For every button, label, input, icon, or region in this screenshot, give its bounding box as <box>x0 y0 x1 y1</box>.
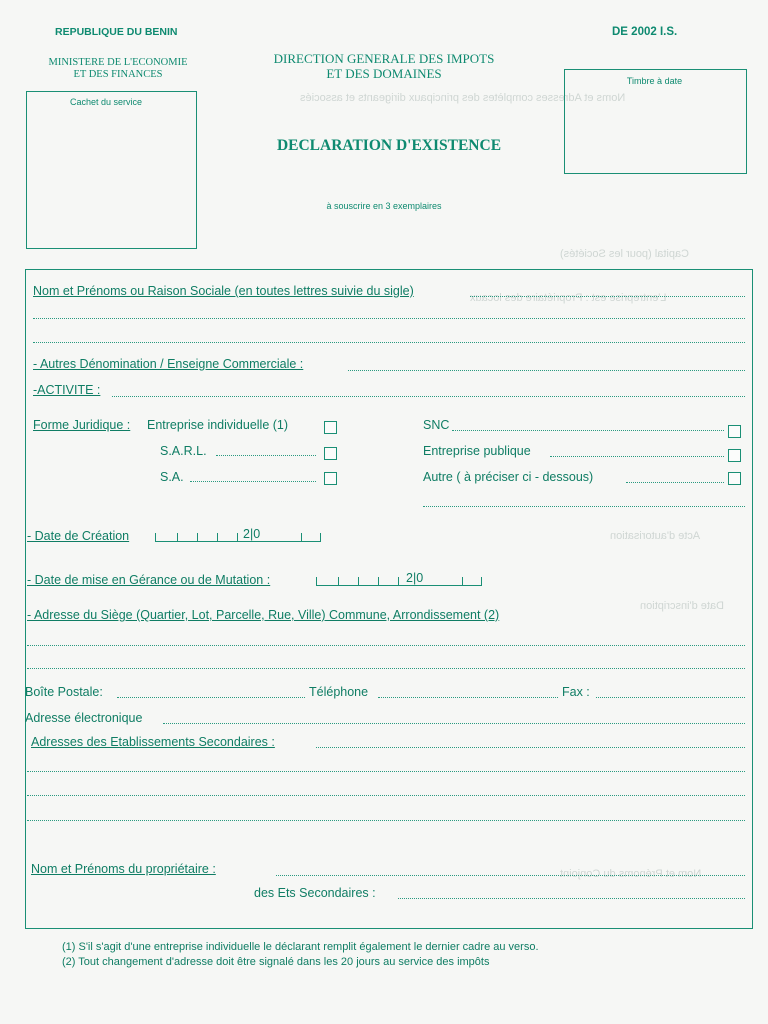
other-dots <box>626 482 724 483</box>
company-name-field-line2[interactable] <box>33 318 745 319</box>
checkbox-public-company[interactable] <box>728 449 741 462</box>
ministry-label: MINISTERE DE L'ECONOMIE ET DES FINANCES <box>48 57 188 80</box>
legal-form-option-sa: S.A. <box>160 470 184 484</box>
secondary-addresses-line4[interactable] <box>27 820 745 821</box>
direction-label: DIRECTION GENERALE DES IMPOTS ET DES DOMAINES <box>273 51 495 81</box>
owner-name-field[interactable] <box>276 875 745 876</box>
other-specify-field[interactable] <box>423 506 745 507</box>
company-name-field[interactable] <box>470 296 745 297</box>
show-through-text: L'entreprise est : Propriétaire des locaux <box>470 292 667 304</box>
legal-form-option-snc: SNC <box>423 418 450 432</box>
checkbox-other[interactable] <box>728 472 741 485</box>
secondary-addresses-line2[interactable] <box>27 771 745 772</box>
other-names-field[interactable] <box>348 370 745 371</box>
sarl-dots <box>216 455 316 456</box>
public-company-dots <box>550 456 724 457</box>
service-seal-label: Cachet du service <box>70 97 143 107</box>
subtitle: à souscrire en 3 exemplaires <box>326 201 442 211</box>
secondary-addresses-label: Adresses des Etablissements Secondaires : <box>31 735 275 749</box>
management-date-field[interactable] <box>316 571 482 586</box>
secondary-owner-label: des Ets Secondaires : <box>254 886 376 900</box>
management-date-label: - Date de mise en Gérance ou de Mutation : <box>27 573 271 587</box>
secondary-addresses-field[interactable] <box>316 747 745 748</box>
checkbox-snc[interactable] <box>728 425 741 438</box>
legal-form-option-sole-proprietorship: Entreprise individuelle (1) <box>147 418 289 432</box>
management-year-prefix: 2|0 <box>406 571 424 585</box>
fax-field[interactable] <box>596 697 745 698</box>
legal-form-option-public-company: Entreprise publique <box>423 444 531 458</box>
show-through-text: Noms et Adresses complètes des principaux dirigeants et associés <box>300 92 626 104</box>
footnote-2: (2) Tout changement d'adresse doit être signalé dans les 20 jours au service des impôts <box>62 956 490 968</box>
owner-name-label: Nom et Prénoms du propriétaire : <box>31 862 216 876</box>
page-title: DECLARATION D'EXISTENCE <box>276 137 502 154</box>
checkbox-sa[interactable] <box>324 472 337 485</box>
company-name-field-line3[interactable] <box>33 342 745 343</box>
sa-dots <box>190 481 316 482</box>
checkbox-sole-proprietorship[interactable] <box>324 421 337 434</box>
email-field[interactable] <box>163 723 745 724</box>
checkbox-sarl[interactable] <box>324 447 337 460</box>
creation-date-field[interactable] <box>155 527 321 542</box>
footnote-1: (1) S'il s'agit d'une entreprise individuelle le déclarant remplit également le dernier cadre au verso. <box>62 941 539 953</box>
stamp-label: Timbre à date <box>626 76 683 86</box>
address-field-line2[interactable] <box>27 668 745 669</box>
activity-field[interactable] <box>112 396 745 397</box>
legal-form-option-other: Autre ( à préciser ci - dessous) <box>423 470 594 484</box>
email-label: Adresse électronique <box>25 711 143 725</box>
show-through-text: Acte d'autorisation <box>610 530 701 542</box>
po-box-field[interactable] <box>117 697 305 698</box>
legal-form-label: Forme Juridique : <box>33 418 131 432</box>
phone-field[interactable] <box>378 697 558 698</box>
secondary-owner-field[interactable] <box>398 898 745 899</box>
republic-label: REPUBLIQUE DU BENIN <box>55 26 178 38</box>
show-through-text: Date d'inscription <box>640 600 725 612</box>
fax-label: Fax : <box>562 685 590 699</box>
company-name-label: Nom et Prénoms ou Raison Sociale (en toutes lettres suivie du sigle) <box>33 284 414 298</box>
phone-label: Téléphone <box>309 685 369 699</box>
show-through-text: Nom et Prénoms du Conjoint <box>560 868 702 880</box>
po-box-label: Boîte Postale: <box>25 685 103 699</box>
creation-date-label: - Date de Création <box>27 529 130 543</box>
creation-year-prefix: 2|0 <box>243 527 261 541</box>
headquarters-address-label: - Adresse du Siège (Quartier, Lot, Parcelle, Rue, Ville) Commune, Arrondissement (2) <box>27 608 500 622</box>
activity-label: -ACTIVITE : <box>33 383 101 397</box>
legal-form-option-sarl: S.A.R.L. <box>160 444 207 458</box>
show-through-text: Capital (pour les Sociétés) <box>560 248 690 260</box>
other-names-label: - Autres Dénomination / Enseigne Commerciale : <box>33 357 304 371</box>
service-seal-box <box>26 91 197 249</box>
address-field-line1[interactable] <box>27 645 745 646</box>
snc-dots <box>452 430 724 431</box>
secondary-addresses-line3[interactable] <box>27 795 745 796</box>
form-code: DE 2002 I.S. <box>612 26 678 38</box>
